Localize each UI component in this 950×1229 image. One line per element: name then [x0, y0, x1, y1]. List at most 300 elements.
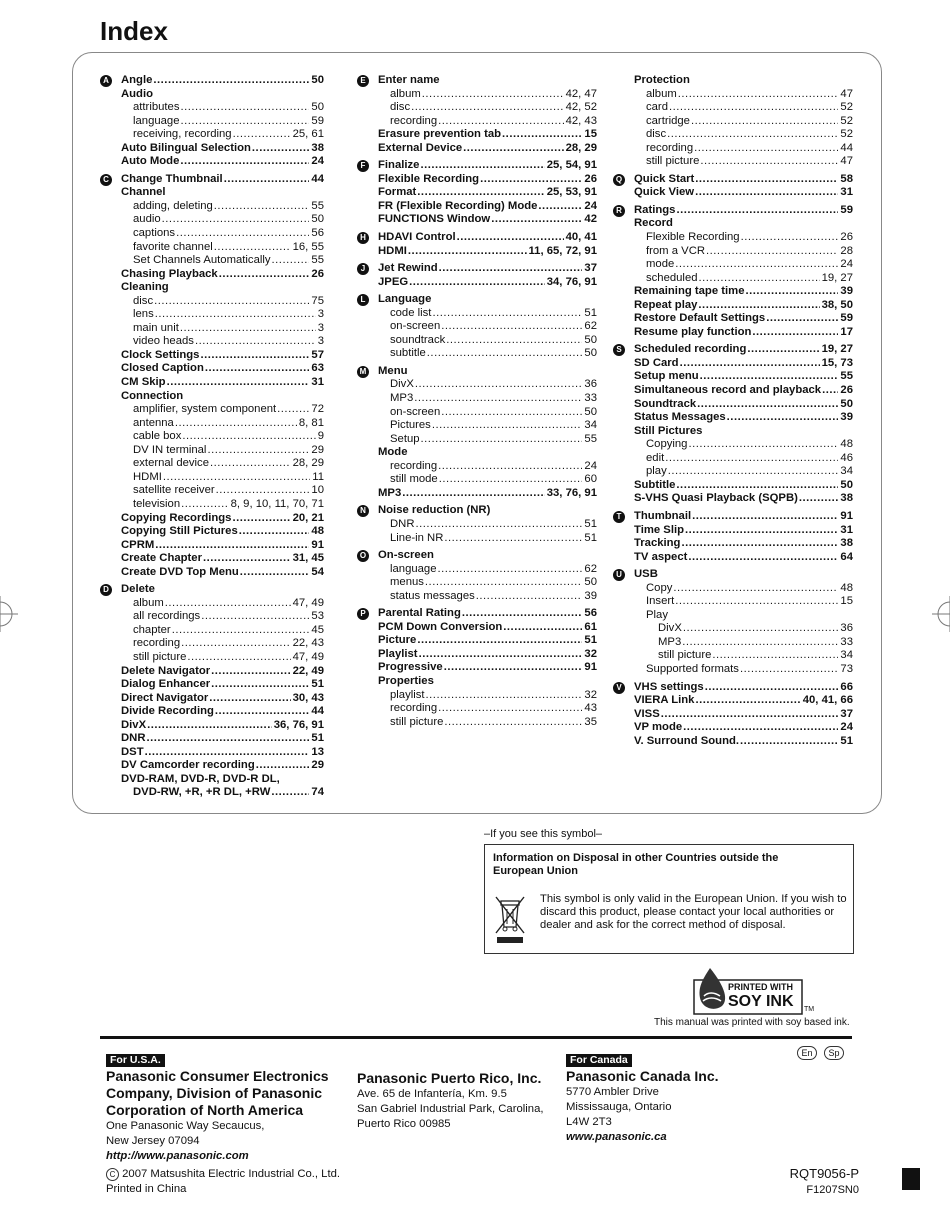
index-page-ref: 34, 76, 91	[546, 275, 597, 288]
index-term: Remaining tape time	[634, 285, 745, 298]
dot-leader	[402, 487, 545, 501]
index-term: CPRM	[121, 538, 155, 551]
index-term: Flexible Recording	[646, 231, 740, 244]
dot-leader	[438, 563, 583, 577]
index-page-ref: 33	[584, 392, 597, 405]
index-page-ref: 22, 49	[292, 664, 324, 677]
dot-leader	[417, 634, 582, 648]
index-term: Tracking	[634, 537, 681, 550]
index-term: card	[646, 101, 668, 114]
index-entry	[378, 621, 597, 635]
dot-leader	[209, 692, 290, 706]
index-entry	[378, 419, 597, 433]
index-entry	[121, 651, 324, 665]
dot-leader	[438, 460, 582, 474]
section-letter-badge: N	[357, 505, 369, 517]
dot-leader	[155, 539, 309, 553]
dot-leader	[216, 484, 310, 498]
dot-leader	[153, 74, 309, 88]
index-page-ref: 47	[840, 155, 853, 168]
index-term: video heads	[133, 335, 194, 348]
index-term: play	[646, 465, 667, 478]
dot-leader	[195, 335, 316, 349]
index-page-ref: 28, 29	[565, 141, 597, 154]
section-letter-badge: O	[357, 550, 369, 562]
index-term: album	[646, 87, 677, 100]
index-page-ref: 20, 21	[292, 511, 324, 524]
index-entry	[634, 142, 853, 156]
index-term: DNR	[121, 732, 146, 745]
index-page-ref: 24	[311, 155, 324, 168]
canada-addr-1: 5770 Ambler Drive	[566, 1086, 659, 1098]
index-entry	[121, 732, 324, 746]
index-page-ref: 42, 43	[565, 114, 597, 127]
index-page-ref: 52	[840, 101, 853, 114]
dot-leader	[683, 721, 838, 735]
index-entry	[121, 430, 324, 444]
index-page-ref: 24	[584, 199, 597, 212]
index-entry	[634, 537, 853, 551]
index-term: Auto Bilingual Selection	[121, 141, 251, 154]
pr-addr-2: San Gabriel Industrial Park, Carolina,	[357, 1103, 544, 1115]
index-page-ref: 3	[317, 335, 324, 348]
index-term: main unit	[133, 321, 179, 334]
copyright-line-1: 2007 Matsushita Electric Industrial Co., Ltd.	[122, 1168, 341, 1180]
index-entry	[634, 636, 853, 650]
disposal-body: This symbol is only valid in the European Union. If you wish to discard this product, please contact your local authorities or dealer and ask for the correct method of disposal.	[540, 893, 847, 931]
index-entry	[121, 403, 324, 417]
index-page-ref: 17	[840, 325, 853, 338]
index-entry	[121, 665, 324, 679]
index-entry	[634, 694, 853, 708]
index-entry	[121, 268, 324, 282]
index-term: Line-in NR	[390, 531, 444, 544]
index-entry	[103, 172, 324, 187]
usa-address	[106, 1053, 329, 1164]
index-page-ref: 53	[311, 610, 324, 623]
index-entry	[121, 213, 324, 227]
index-term: Progressive	[378, 661, 443, 674]
dot-leader	[163, 471, 310, 485]
index-term: soundtrack	[390, 333, 446, 346]
footer-rule	[100, 1036, 852, 1039]
index-term: Resume play function	[634, 325, 752, 338]
index-column-2	[359, 74, 597, 729]
index-entry	[634, 524, 853, 538]
index-entry	[634, 735, 853, 749]
index-term: Delete Navigator	[121, 664, 211, 677]
dot-leader	[432, 307, 582, 321]
index-entry	[121, 186, 324, 200]
index-term: FUNCTIONS Window	[378, 213, 491, 226]
index-entry	[121, 254, 324, 268]
index-term: audio	[133, 213, 161, 226]
index-page-ref: 29	[311, 759, 324, 772]
index-term: Playlist	[378, 647, 418, 660]
dot-leader	[441, 320, 582, 334]
index-entry	[378, 276, 597, 290]
index-term: MP3	[378, 486, 402, 499]
page-tab-marker	[902, 1168, 920, 1190]
index-page-ref: 39	[584, 589, 597, 602]
dot-leader	[180, 322, 316, 336]
index-entry	[121, 322, 324, 336]
dot-leader	[675, 595, 838, 609]
index-page-ref: 52	[840, 128, 853, 141]
copyright-icon: C	[106, 1168, 119, 1181]
index-term: television	[133, 497, 181, 510]
index-term: Setup	[390, 432, 420, 445]
section-letter-badge: U	[613, 569, 625, 581]
usa-addr-2: New Jersey 07094	[106, 1135, 200, 1147]
index-entry	[378, 433, 597, 447]
dot-leader	[432, 419, 583, 433]
index-term: Language	[378, 293, 432, 306]
index-entry	[121, 390, 324, 404]
dot-leader	[154, 295, 309, 309]
index-entry	[378, 446, 597, 460]
index-entry	[378, 186, 597, 200]
index-term: Jet Rewind	[378, 262, 438, 275]
index-page-ref: 42, 47	[565, 87, 597, 100]
index-term: Auto Mode	[121, 155, 180, 168]
index-entry	[378, 634, 597, 648]
dot-leader	[200, 349, 309, 363]
pr-addr-1: Ave. 65 de Infantería, Km. 9.5	[357, 1088, 507, 1100]
index-page-ref: 39	[840, 285, 853, 298]
usa-name-3: Corporation of North America	[106, 1102, 304, 1118]
index-entry	[121, 155, 324, 169]
usa-addr-1: One Panasonic Way Secaucus,	[106, 1120, 265, 1132]
copyright	[106, 1167, 340, 1197]
index-term: satellite receiver	[133, 484, 215, 497]
dot-leader	[676, 204, 838, 218]
index-page-ref: 62	[584, 320, 597, 333]
index-entry	[378, 200, 597, 214]
section-letter-badge: D	[100, 584, 112, 596]
index-entry	[103, 583, 324, 597]
index-entry	[121, 115, 324, 129]
section-letter-badge: M	[357, 366, 369, 378]
index-entry	[634, 128, 853, 142]
index-page-ref: 38	[840, 492, 853, 505]
index-term: HDMI	[133, 470, 162, 483]
index-page-ref: 8, 81	[298, 416, 324, 429]
dot-leader	[408, 245, 527, 259]
index-entry	[121, 539, 324, 553]
soy-line2: SOY INK	[728, 993, 794, 1010]
index-term: Ratings	[634, 203, 676, 216]
index-page-ref: 58	[840, 172, 853, 185]
dot-leader	[712, 649, 838, 663]
index-page-ref: 59	[311, 114, 324, 127]
index-page-ref: 11	[312, 470, 324, 483]
index-term: HDAVI Control	[378, 231, 456, 244]
dot-leader	[219, 268, 310, 282]
index-page-ref: 32	[584, 688, 597, 701]
dot-leader	[480, 173, 582, 187]
index-entry	[634, 452, 853, 466]
index-page-ref: 59	[840, 312, 853, 325]
index-term: on-screen	[390, 405, 441, 418]
index-entry	[360, 159, 597, 173]
index-page-ref: 43	[584, 702, 597, 715]
index-entry	[378, 487, 597, 501]
dot-leader	[682, 636, 838, 650]
index-term: JPEG	[378, 275, 409, 288]
index-entry	[634, 721, 853, 735]
index-term: external device	[133, 457, 209, 470]
index-page-ref: 31, 45	[292, 552, 324, 565]
dot-leader	[438, 702, 582, 716]
index-term: On-screen	[378, 549, 434, 562]
index-page-ref: 28, 29	[292, 457, 324, 470]
dot-leader	[439, 473, 583, 487]
index-page-ref: 62	[584, 562, 597, 575]
index-entry	[121, 335, 324, 349]
canada-addr-2: Mississauga, Ontario	[566, 1101, 672, 1113]
index-entry	[378, 563, 597, 577]
index-entry	[634, 398, 853, 412]
index-entry	[121, 362, 324, 376]
canada-url[interactable]: www.panasonic.ca	[566, 1131, 667, 1143]
index-page-ref: 26	[311, 267, 324, 280]
index-entry	[121, 142, 324, 156]
index-page-ref: 16, 55	[292, 240, 324, 253]
dot-leader	[421, 433, 583, 447]
dot-leader	[181, 115, 310, 129]
dot-leader	[691, 115, 838, 129]
dot-leader	[277, 403, 309, 417]
dot-leader	[409, 276, 545, 290]
usa-name-1: Panasonic Consumer Electronics	[106, 1068, 329, 1084]
index-page-ref: 3	[317, 308, 324, 321]
index-page-ref: 60	[584, 473, 597, 486]
index-term: Picture	[378, 634, 417, 647]
model-code	[790, 1166, 859, 1198]
index-term: favorite channel	[133, 240, 213, 253]
index-page-ref: 25, 54, 91	[546, 159, 597, 172]
index-page-ref: 8, 9, 10, 11, 70, 71	[230, 497, 324, 510]
index-page-ref: 19, 27	[821, 271, 853, 284]
dot-leader	[205, 362, 310, 376]
dot-leader	[438, 115, 563, 129]
usa-tag: For U.S.A.	[106, 1054, 165, 1067]
dot-leader	[182, 430, 315, 444]
index-term: Direct Navigator	[121, 691, 209, 704]
index-page-ref: 10	[311, 484, 324, 497]
dot-leader	[446, 334, 582, 348]
index-page-ref: 46	[840, 451, 853, 464]
dot-leader	[427, 347, 583, 361]
dot-leader	[675, 258, 838, 272]
index-entry	[121, 746, 324, 760]
index-term: still picture	[133, 650, 187, 663]
lang-en-badge: En	[797, 1046, 817, 1060]
index-page-ref: 24	[840, 721, 853, 734]
index-page-ref: 50	[840, 478, 853, 491]
index-entry	[378, 532, 597, 546]
index-page-ref: 91	[311, 538, 324, 551]
index-term: Enter name	[378, 74, 440, 86]
index-page-ref: 44	[311, 705, 324, 718]
dot-leader	[162, 213, 310, 227]
index-term: Soundtrack	[634, 397, 697, 410]
dot-leader	[503, 621, 582, 635]
dot-leader	[252, 142, 310, 156]
index-page-ref: 75	[311, 294, 324, 307]
index-page-ref: 31	[311, 376, 324, 389]
soy-ink-logo	[692, 966, 815, 1016]
index-entry	[634, 231, 853, 245]
index-entry	[378, 347, 597, 361]
index-entry	[121, 525, 324, 539]
dot-leader	[271, 786, 309, 800]
usa-url[interactable]: http://www.panasonic.com	[106, 1150, 249, 1162]
index-entry	[121, 512, 324, 526]
index-term: code list	[390, 306, 432, 319]
dot-leader	[211, 665, 290, 679]
index-term: disc	[390, 101, 411, 114]
index-term: DVD-RAM, DVD-R, DVD-R DL,	[121, 772, 280, 785]
index-entry	[634, 245, 853, 259]
dot-leader	[256, 759, 310, 773]
dot-leader	[165, 597, 291, 611]
dot-leader	[215, 705, 310, 719]
section-letter-badge: J	[357, 263, 369, 275]
section-letter-badge: L	[357, 294, 369, 306]
section-letter-badge: Q	[613, 174, 625, 186]
dot-leader	[822, 384, 838, 398]
index-term: Protection	[634, 74, 690, 86]
index-term: Chasing Playback	[121, 267, 218, 280]
dot-leader	[441, 406, 582, 420]
index-page-ref: 50	[584, 405, 597, 418]
index-term: mode	[646, 258, 675, 271]
index-page-ref: 47	[840, 87, 853, 100]
index-entry	[378, 518, 597, 532]
index-entry	[634, 384, 853, 398]
dot-leader	[700, 370, 839, 384]
index-entry	[121, 552, 324, 566]
index-term: recording	[390, 459, 438, 472]
index-page-ref: 55	[840, 370, 853, 383]
dot-leader	[203, 552, 291, 566]
index-entry	[121, 637, 324, 651]
index-page-ref: 28	[840, 244, 853, 257]
symbol-lead: –If you see this symbol–	[484, 828, 603, 840]
index-term: Create Chapter	[121, 552, 202, 565]
index-page-ref: 66	[840, 680, 853, 693]
index-entry	[103, 74, 324, 88]
soy-line1: PRINTED WITH	[728, 982, 793, 992]
dot-leader	[476, 590, 583, 604]
index-term: lens	[133, 308, 154, 321]
index-term: from a VCR	[646, 244, 706, 257]
index-term: receiving, recording	[133, 128, 232, 141]
index-term: all recordings	[133, 610, 201, 623]
index-entry	[360, 607, 597, 621]
index-page-ref: 34	[584, 419, 597, 432]
index-entry	[121, 444, 324, 458]
dot-leader	[180, 101, 309, 115]
disposal-heading: Information on Disposal in other Countries outside the European Union	[493, 852, 779, 877]
copyright-line-2: Printed in China	[106, 1183, 187, 1195]
index-term: V. Surround Sound.	[634, 734, 740, 747]
index-page-ref: 56	[311, 227, 324, 240]
index-page-ref: 42, 52	[565, 101, 597, 114]
index-term: Supported formats	[646, 662, 739, 675]
index-term: attributes	[133, 101, 180, 114]
dot-leader	[155, 308, 316, 322]
canada-name: Panasonic Canada Inc.	[566, 1068, 719, 1084]
index-term: VISS	[634, 707, 660, 720]
index-term: Quick View	[634, 186, 695, 199]
index-entry	[121, 759, 324, 773]
index-entry	[378, 128, 597, 142]
dot-leader	[705, 681, 839, 695]
disposal-box	[484, 844, 854, 954]
index-entry	[378, 661, 597, 675]
index-term: Properties	[378, 674, 434, 687]
index-entry	[634, 411, 853, 425]
index-term: Copying	[646, 438, 688, 451]
dot-leader	[665, 452, 838, 466]
index-page-ref: 57	[311, 348, 324, 361]
index-term: still picture	[658, 649, 712, 662]
index-entry	[378, 648, 597, 662]
index-entry	[378, 716, 597, 730]
index-term: recording	[390, 114, 438, 127]
section-letter-badge: R	[613, 205, 625, 217]
dot-leader	[181, 637, 290, 651]
dot-leader	[240, 566, 310, 580]
index-page-ref: 55	[584, 432, 597, 445]
index-entry	[360, 504, 597, 518]
section-letter-badge: A	[100, 75, 112, 87]
dot-leader	[688, 438, 838, 452]
dot-leader	[680, 357, 820, 371]
index-term: Menu	[378, 364, 408, 377]
dot-leader	[741, 231, 839, 245]
index-entry	[360, 74, 597, 88]
index-page-ref: 24	[840, 258, 853, 271]
index-term: cable box	[133, 430, 182, 443]
dot-leader	[661, 708, 839, 722]
index-term: VHS settings	[634, 680, 704, 693]
index-page-ref: 9	[317, 430, 324, 443]
index-entry	[634, 88, 853, 102]
index-page-ref: 3	[317, 321, 324, 334]
dot-leader	[145, 746, 310, 760]
index-entry	[121, 281, 324, 295]
dot-leader	[667, 128, 838, 142]
index-page-ref: 50	[584, 333, 597, 346]
dot-leader	[502, 128, 582, 142]
pr-addr-3: Puerto Rico 00985	[357, 1118, 451, 1130]
index-term: Dialog Enhancer	[121, 678, 211, 691]
canada-address	[566, 1053, 719, 1145]
dot-leader	[747, 343, 819, 357]
dot-leader	[239, 525, 310, 539]
index-term: Closed Caption	[121, 362, 204, 375]
index-page-ref: 47, 49	[292, 650, 324, 663]
dot-leader	[417, 186, 544, 200]
dot-leader	[695, 186, 838, 200]
index-term: status messages	[390, 589, 475, 602]
index-page-ref: 26	[584, 172, 597, 185]
index-term: Mode	[378, 446, 408, 459]
